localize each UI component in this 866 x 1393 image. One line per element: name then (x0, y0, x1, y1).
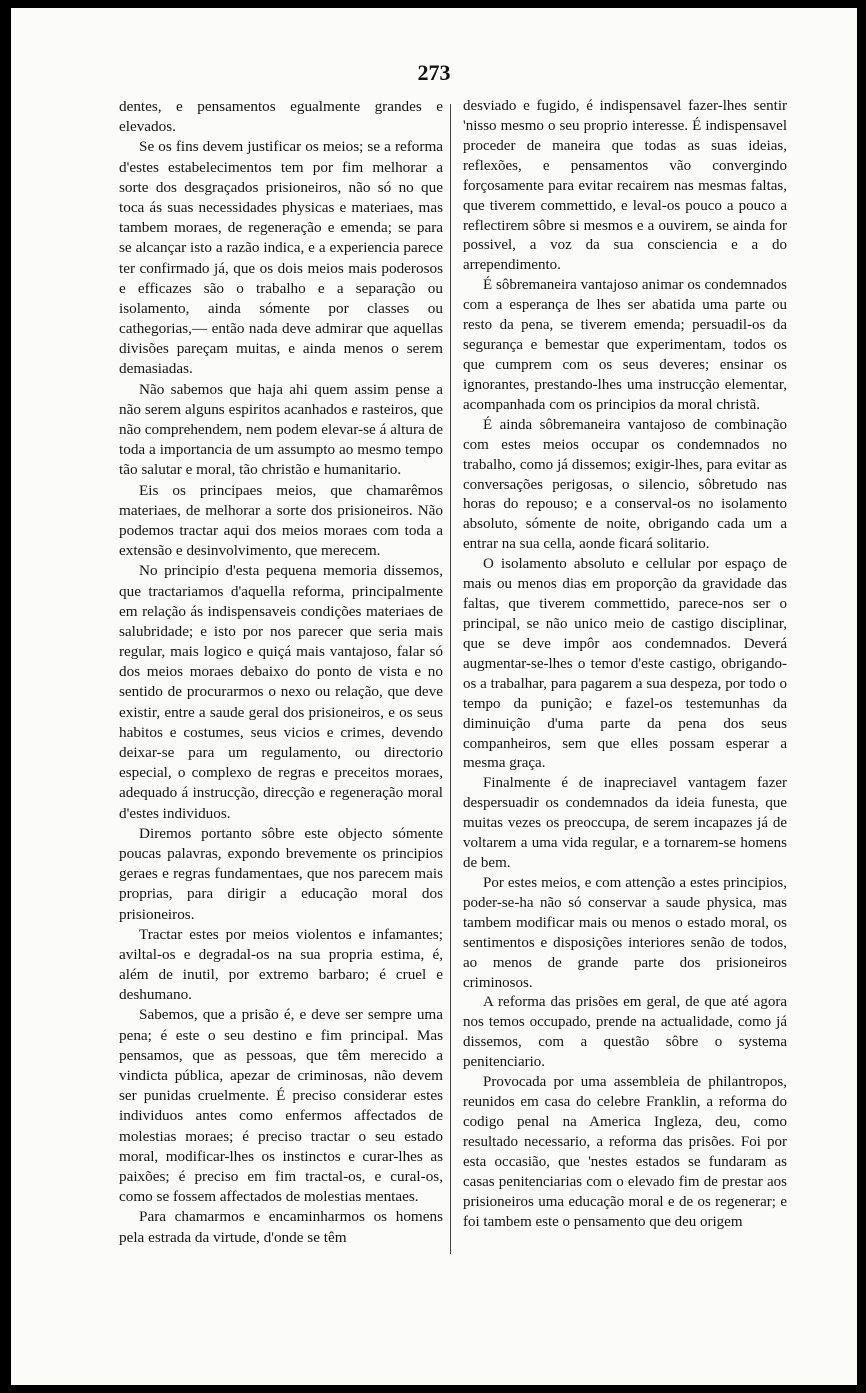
paragraph: Para chamarmos e encaminharmos os homens pela estrada da virtude, d'onde se têm (119, 1208, 443, 1246)
paragraph: Eis os principaes meios, que chamarêmos materiaes, de melhorar a sorte dos prisioneiros. Não podemos tractar aqui dos meios moraes com toda a extensão e desinvolvimento, que merecem. (119, 481, 443, 560)
book-page (11, 8, 857, 1385)
column-divider (450, 104, 451, 1254)
paragraph: Se os fins devem justificar os meios; se a reforma d'estes estabelecimentos tem por fim melhorar a sorte dos desgraçados prisioneiros, não só no que toca ás suas necessidades physicas e materiaes, mas tambem moraes, de regeneração e emenda; se para se alcançar isto a razão indica, e a experiencia parece ter confirmado já, que os dois meios mais poderosos e efficazes são o trabalho e a separação ou isolamento, ainda sómente por classes ou cathegorias,— então nada deve admirar que aquellas divisões pareçam muitas, e ainda menos o serem demasiadas. (119, 138, 443, 378)
right-column (463, 97, 787, 1233)
paragraph: Diremos portanto sôbre este objecto sómente poucas palavras, expondo brevemente os principios geraes e regras fundamentaes, que nos parecem mais proprias, para dirigir a educação moral dos prisioneiros. (119, 824, 443, 923)
paragraph: Tractar estes por meios violentos e infamantes; aviltal-os e degradal-os na sua propria estima, é, além de inutil, por extremo barbaro; é cruel e deshumano. (119, 925, 443, 1004)
paragraph: O isolamento absoluto e cellular por espaço de mais ou menos dias em proporção da gravidade das faltas, que tiverem commettido, parece-nos ser o principal, se não unico meio de castigo disciplinar, que se deve impôr aos condemnados. Deverá augmentar-se-lhes o temor d'este castigo, obrigando-os a trabalhar, para pagarem a sua despeza, por todo o tempo da punição; e fazel-os testemunhas da diminuição d'uma parte da pena dos seus companheiros, sem que elles possam esperar a mesma graça. (463, 556, 787, 772)
paragraph: desviado e fugido, é indispensavel fazer-lhes sentir 'nisso mesmo o seu proprio interesse. É indispensavel proceder de maneira que todas as suas ideias, reflexões, e pensamentos vão convergindo forçosamente para evitar recairem nas mesmas faltas, que tiverem commettido, e leval-os pouco a pouco a reflectirem sôbre si mesmos e a ouvirem, se ainda for possivel, a voz da sua consciencia e a do arrependimento. (463, 98, 787, 274)
paragraph: A reforma das prisões em geral, de que até agora nos temos occupado, prende na actualidade, como já dissemos, com a questão sôbre o systema penitenciario. (463, 994, 787, 1071)
page-number: 273 (417, 60, 451, 85)
paragraph: No principio d'esta pequena memoria dissemos, que tractariamos d'aquella reforma, principalmente em relação ás indispensaveis condições materiaes de salubridade; e isto por nos parecer que seria mais regular, mais logico e quiçá mais vantajoso, falar só dos meios moraes debaixo do ponto de vista e no sentido de procurarmos o nexo ou relação, que deve existir, entre a saude geral dos prisioneiros, e os seus habitos e costumes, seus vicios e crimes, devendo deixar-se para um regulamento, ou directorio especial, o complexo de regras e preceitos moraes, adequado á instrucção, direcção e regeneração moral d'estes individuos. (119, 562, 443, 822)
paragraph: É ainda sôbremaneira vantajoso de combinação com estes meios occupar os condemnados no trabalho, como já dissemos; exigir-lhes, para evitar as conversações perigosas, o silencio, sôbretudo nas horas do repouso; e a conserval-os no isolamento absoluto, sómente de noite, obrigando cada um a entrar na sua cella, aonde ficará solitario. (463, 416, 787, 553)
paragraph: dentes, e pensamentos egualmente grandes e elevados. (119, 98, 443, 136)
left-column (119, 97, 443, 1248)
paragraph: Provocada por uma assembleia de philantropos, reunidos em casa do celebre Franklin, a reforma do codigo penal na America Ingleza, deu, como resultado necessario, a reforma das prisões. Foi por esta occasião, que 'nestes estados se fundaram as casas penitenciarias com o elevado fim de prestar aos prisioneiros uma educação moral e de os regenerar; e foi tambem este o pensamento que deu origem (463, 1074, 787, 1230)
paragraph: Finalmente é de inapreciavel vantagem fazer despersuadir os condemnados da ideia funesta, que muitas vezes os preoccupa, de serem incapazes já de voltarem a uma vida regular, e a tornarem-se homens de bem. (463, 775, 787, 872)
paragraph: Sabemos, que a prisão é, e deve ser sempre uma pena; é este o seu destino e fim principal. Mas pensamos, que as pessoas, que têm merecido a vindicta pública, apezar de criminosas, não devem ser punidas cruelmente. É preciso considerar estes individuos antes como enfermos affectados de molestias moraes; é preciso tractar o seu estado moral, modificar-lhes os instinctos e curar-lhes as paixões; é preciso em fim tractal-os, e cural-os, como se fossem affectados de molestias mentaes. (119, 1006, 443, 1206)
paragraph: É sôbremaneira vantajoso animar os condemnados com a esperança de lhes ser abatida uma parte ou resto da pena, se tiverem emenda; persuadil-os da segurança e bemestar que experimentam, todos os que cumprem com os seus deveres; ensinar os ignorantes, prestando-lhes uma instrucção elementar, acompanhada com os principios da moral christã. (463, 277, 787, 413)
paragraph: Não sabemos que haja ahi quem assim pense a não serem alguns espiritos acanhados e rasteiros, que não comprehendem, nem podem elevar-se á altura de toda a importancia de um assumpto ao mesmo tempo tão salutar e moral, tão christão e humanitario. (119, 380, 443, 479)
paragraph: Por estes meios, e com attenção a estes principios, poder-se-ha não só conservar a saude physica, mas tambem modificar mais ou menos o estado moral, os sentimentos e disposições interiores senão de todos, ao menos de grande parte dos prisioneiros criminosos. (463, 874, 787, 991)
